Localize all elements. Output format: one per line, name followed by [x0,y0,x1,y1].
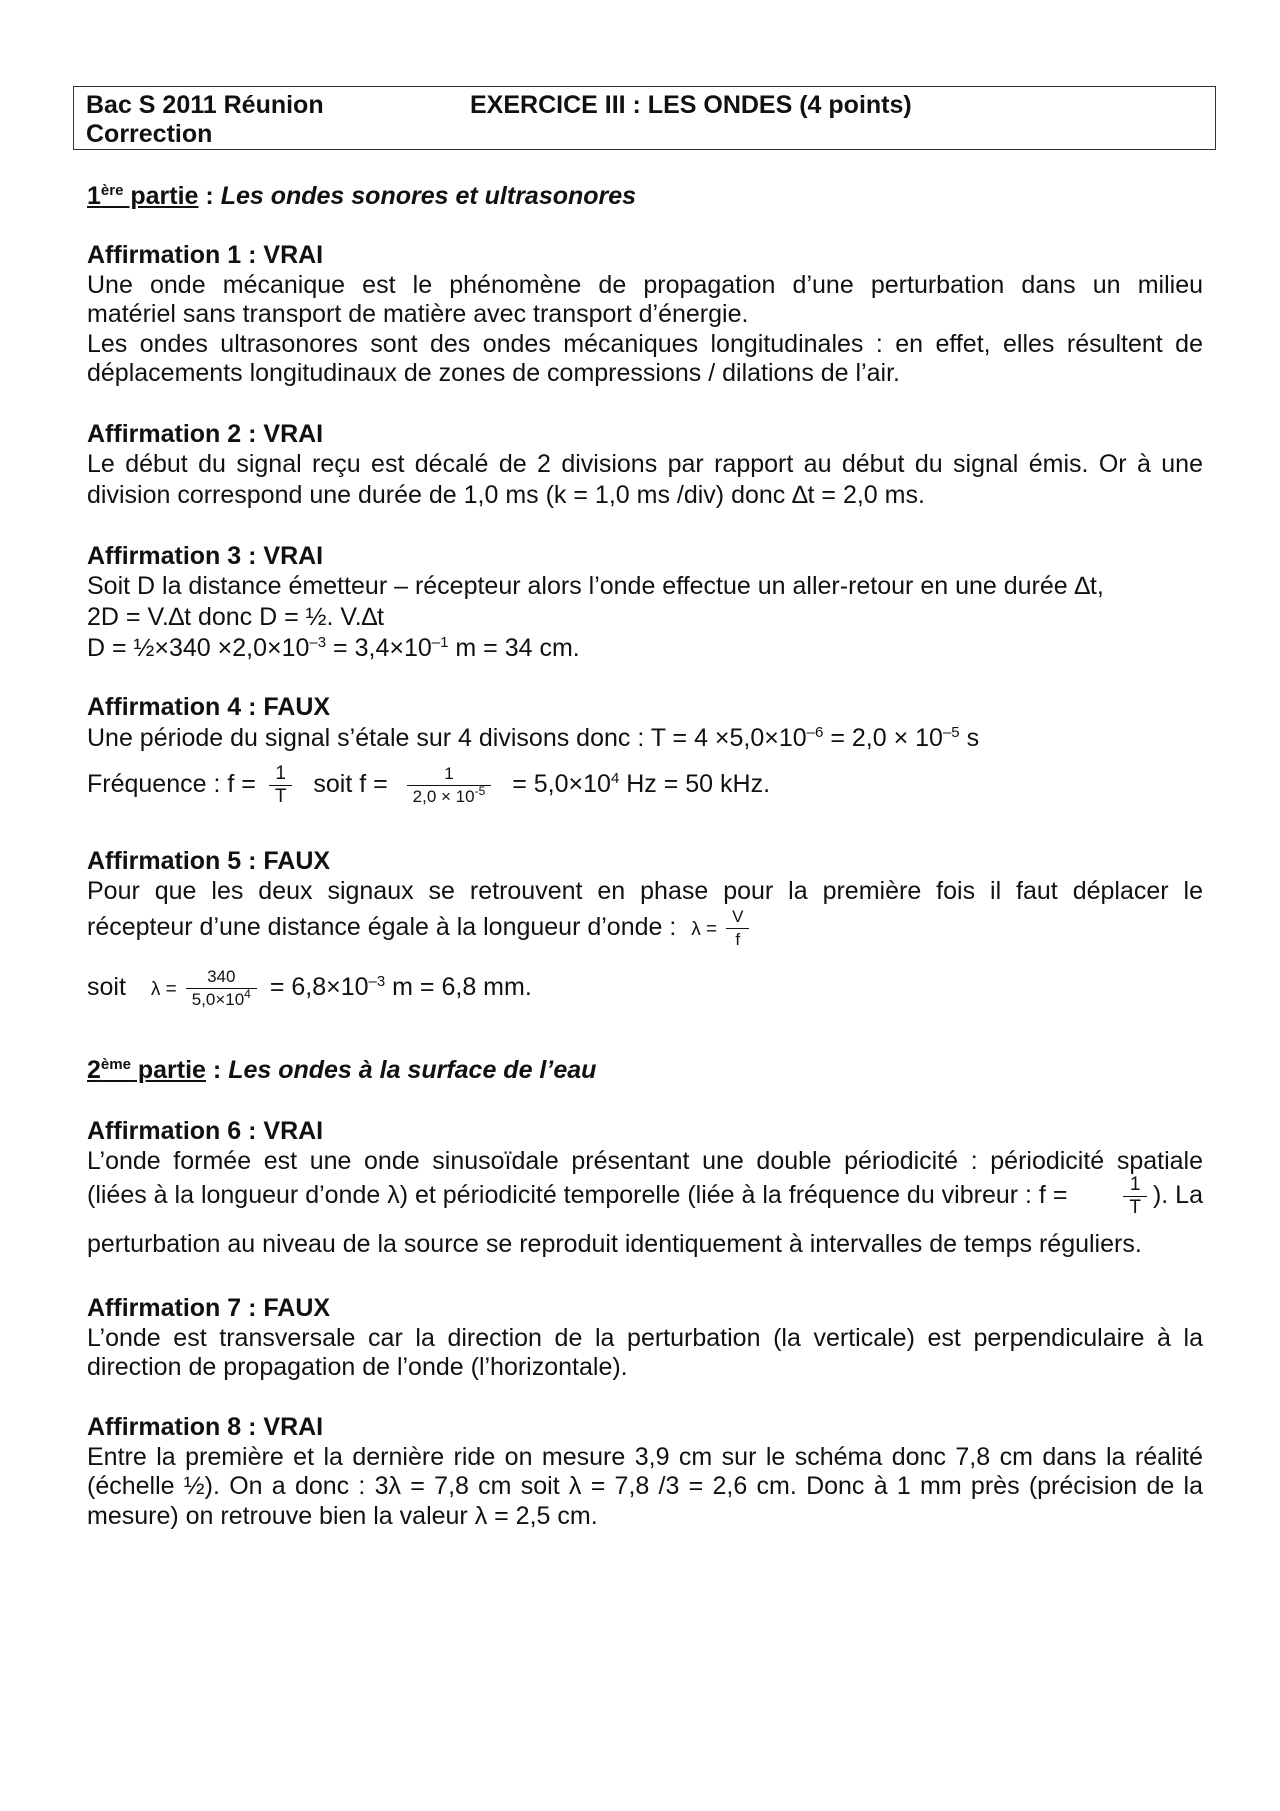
affirmation-8-line: mesure) on retrouve bien la valeur λ = 2,5 cm. [87,1502,598,1530]
affirmation-8-line: Entre la première et la dernière ride on mesure 3,9 cm sur le schéma donc 7,8 cm dans la réalité [87,1443,1203,1471]
header-box [73,86,1216,150]
affirmation-4-period: Une période du signal s’étale sur 4 divisons donc : $T = 4 \times 5,0\times 10^{-6} = 2,0 \times 10^{-5}$ s [87,724,980,752]
affirmation-2-line: division correspond une durée de 1,0 ms (k = 1,0 ms /div) donc ∆t = 2,0 ms. [87,481,925,509]
part1-heading: 1ère partie : Les ondes sonores et ultrasonores [87,182,637,210]
fraction-frequency: $\frac{1}{2,0 \times 10^{-5}}$ [407,763,492,808]
affirmation-3-line: Soit D la distance émetteur – récepteur alors l’onde effectue un aller-retour en une durée ∆t, [87,572,1104,600]
part1-label: 1ère partie [87,182,199,210]
affirmation-6-line: L’onde formée est une onde sinusoïdale présentant une double périodicité : périodicité spatiale [87,1147,1203,1175]
affirmation-4-frequency: Fréquence : f = $\frac{1}{T}$ soit f = $\frac{1}{2,0 \times 10^{-5}}$ = $5,0\times 10^4$ Hz = 50 kHz. [87,762,771,807]
affirmation-2-title: Affirmation 2 : VRAI [87,420,324,448]
part2-label: 2ème partie [87,1056,206,1084]
affirmation-5-title: Affirmation 5 : FAUX [87,847,331,875]
affirmation-5-wavelength-calc: soit λ = $\frac{340}{5,0\times 10^4}$ = $6,8\times 10^{-3}$ m = 6,8 mm. [87,966,532,1009]
affirmation-1-title: Affirmation 1 : VRAI [87,241,324,269]
part2-title: Les ondes à la surface de l’eau [228,1056,597,1084]
affirmation-6-line: (liées à la longueur d’onde λ) et périodicité temporelle (liée à la fréquence du vibreur : f = $\frac{1}{T}$ ). La [87,1173,1203,1218]
affirmation-6-title: Affirmation 6 : VRAI [87,1117,324,1145]
affirmation-2-line: Le début du signal reçu est décalé de 2 divisions par rapport au début du signal émis. Or à une [87,450,1203,478]
fraction-wavelength: $\frac{340}{5,0\times 10^4}$ [186,966,257,1011]
affirmation-8-line: (échelle ½). On a donc : 3λ = 7,8 cm soit λ = 7,8 /3 = 2,6 cm. Donc à 1 mm près (précision de la [87,1472,1203,1500]
affirmation-7-line: L’onde est transversale car la direction de la perturbation (la verticale) est perpendiculaire à la [87,1324,1203,1352]
affirmation-5-wavelength-def: récepteur d’une distance égale à la longueur d’onde : λ = $\frac{V}{f}$ [87,903,1203,954]
header-exam-title: Bac S 2011 Réunion [86,91,324,119]
part1-title: Les ondes sonores et ultrasonores [220,182,637,210]
affirmation-5-line: Pour que les deux signaux se retrouvent en phase pour la première fois il faut déplacer le [87,877,1203,905]
affirmation-3-line: 2D = V.∆t donc D = ½. V.∆t [87,603,384,631]
part2-heading: 2ème partie : Les ondes à la surface de l’eau [87,1056,597,1084]
fraction-1-over-T: $\frac{1}{T}$ [269,763,293,808]
affirmation-3-calculation: D = ½×340 $\times 2,0\times 10^{-3} = 3,4\times 10^{-1}$ m = 34 cm. [87,634,580,662]
affirmation-1-line: Les ondes ultrasonores sont des ondes mécaniques longitudinales : en effet, elles résultent de [87,330,1203,358]
affirmation-3-title: Affirmation 3 : VRAI [87,542,324,570]
affirmation-7-title: Affirmation 7 : FAUX [87,1294,331,1322]
header-exercise-title: EXERCICE III : LES ONDES (4 points) [470,91,912,119]
affirmation-8-title: Affirmation 8 : VRAI [87,1413,324,1441]
fraction-1-over-T: $\frac{1}{T}$ [1123,1174,1147,1219]
affirmation-7-line: direction de propagation de l’onde (l’horizontale). [87,1353,628,1381]
affirmation-6-line: perturbation au niveau de la source se reproduit identiquement à intervalles de temps réguliers. [87,1230,1142,1258]
fraction-V-over-f: $\frac{V}{f}$ [726,906,749,951]
affirmation-1-line: matériel sans transport de matière avec transport d’énergie. [87,300,749,328]
affirmation-4-title: Affirmation 4 : FAUX [87,693,331,721]
affirmation-1-line: Une onde mécanique est le phénomène de propagation d’une perturbation dans un milieu [87,271,1203,299]
affirmation-1-line: déplacements longitudinaux de zones de compressions / dilations de l’air. [87,359,900,387]
header-correction: Correction [86,120,213,148]
